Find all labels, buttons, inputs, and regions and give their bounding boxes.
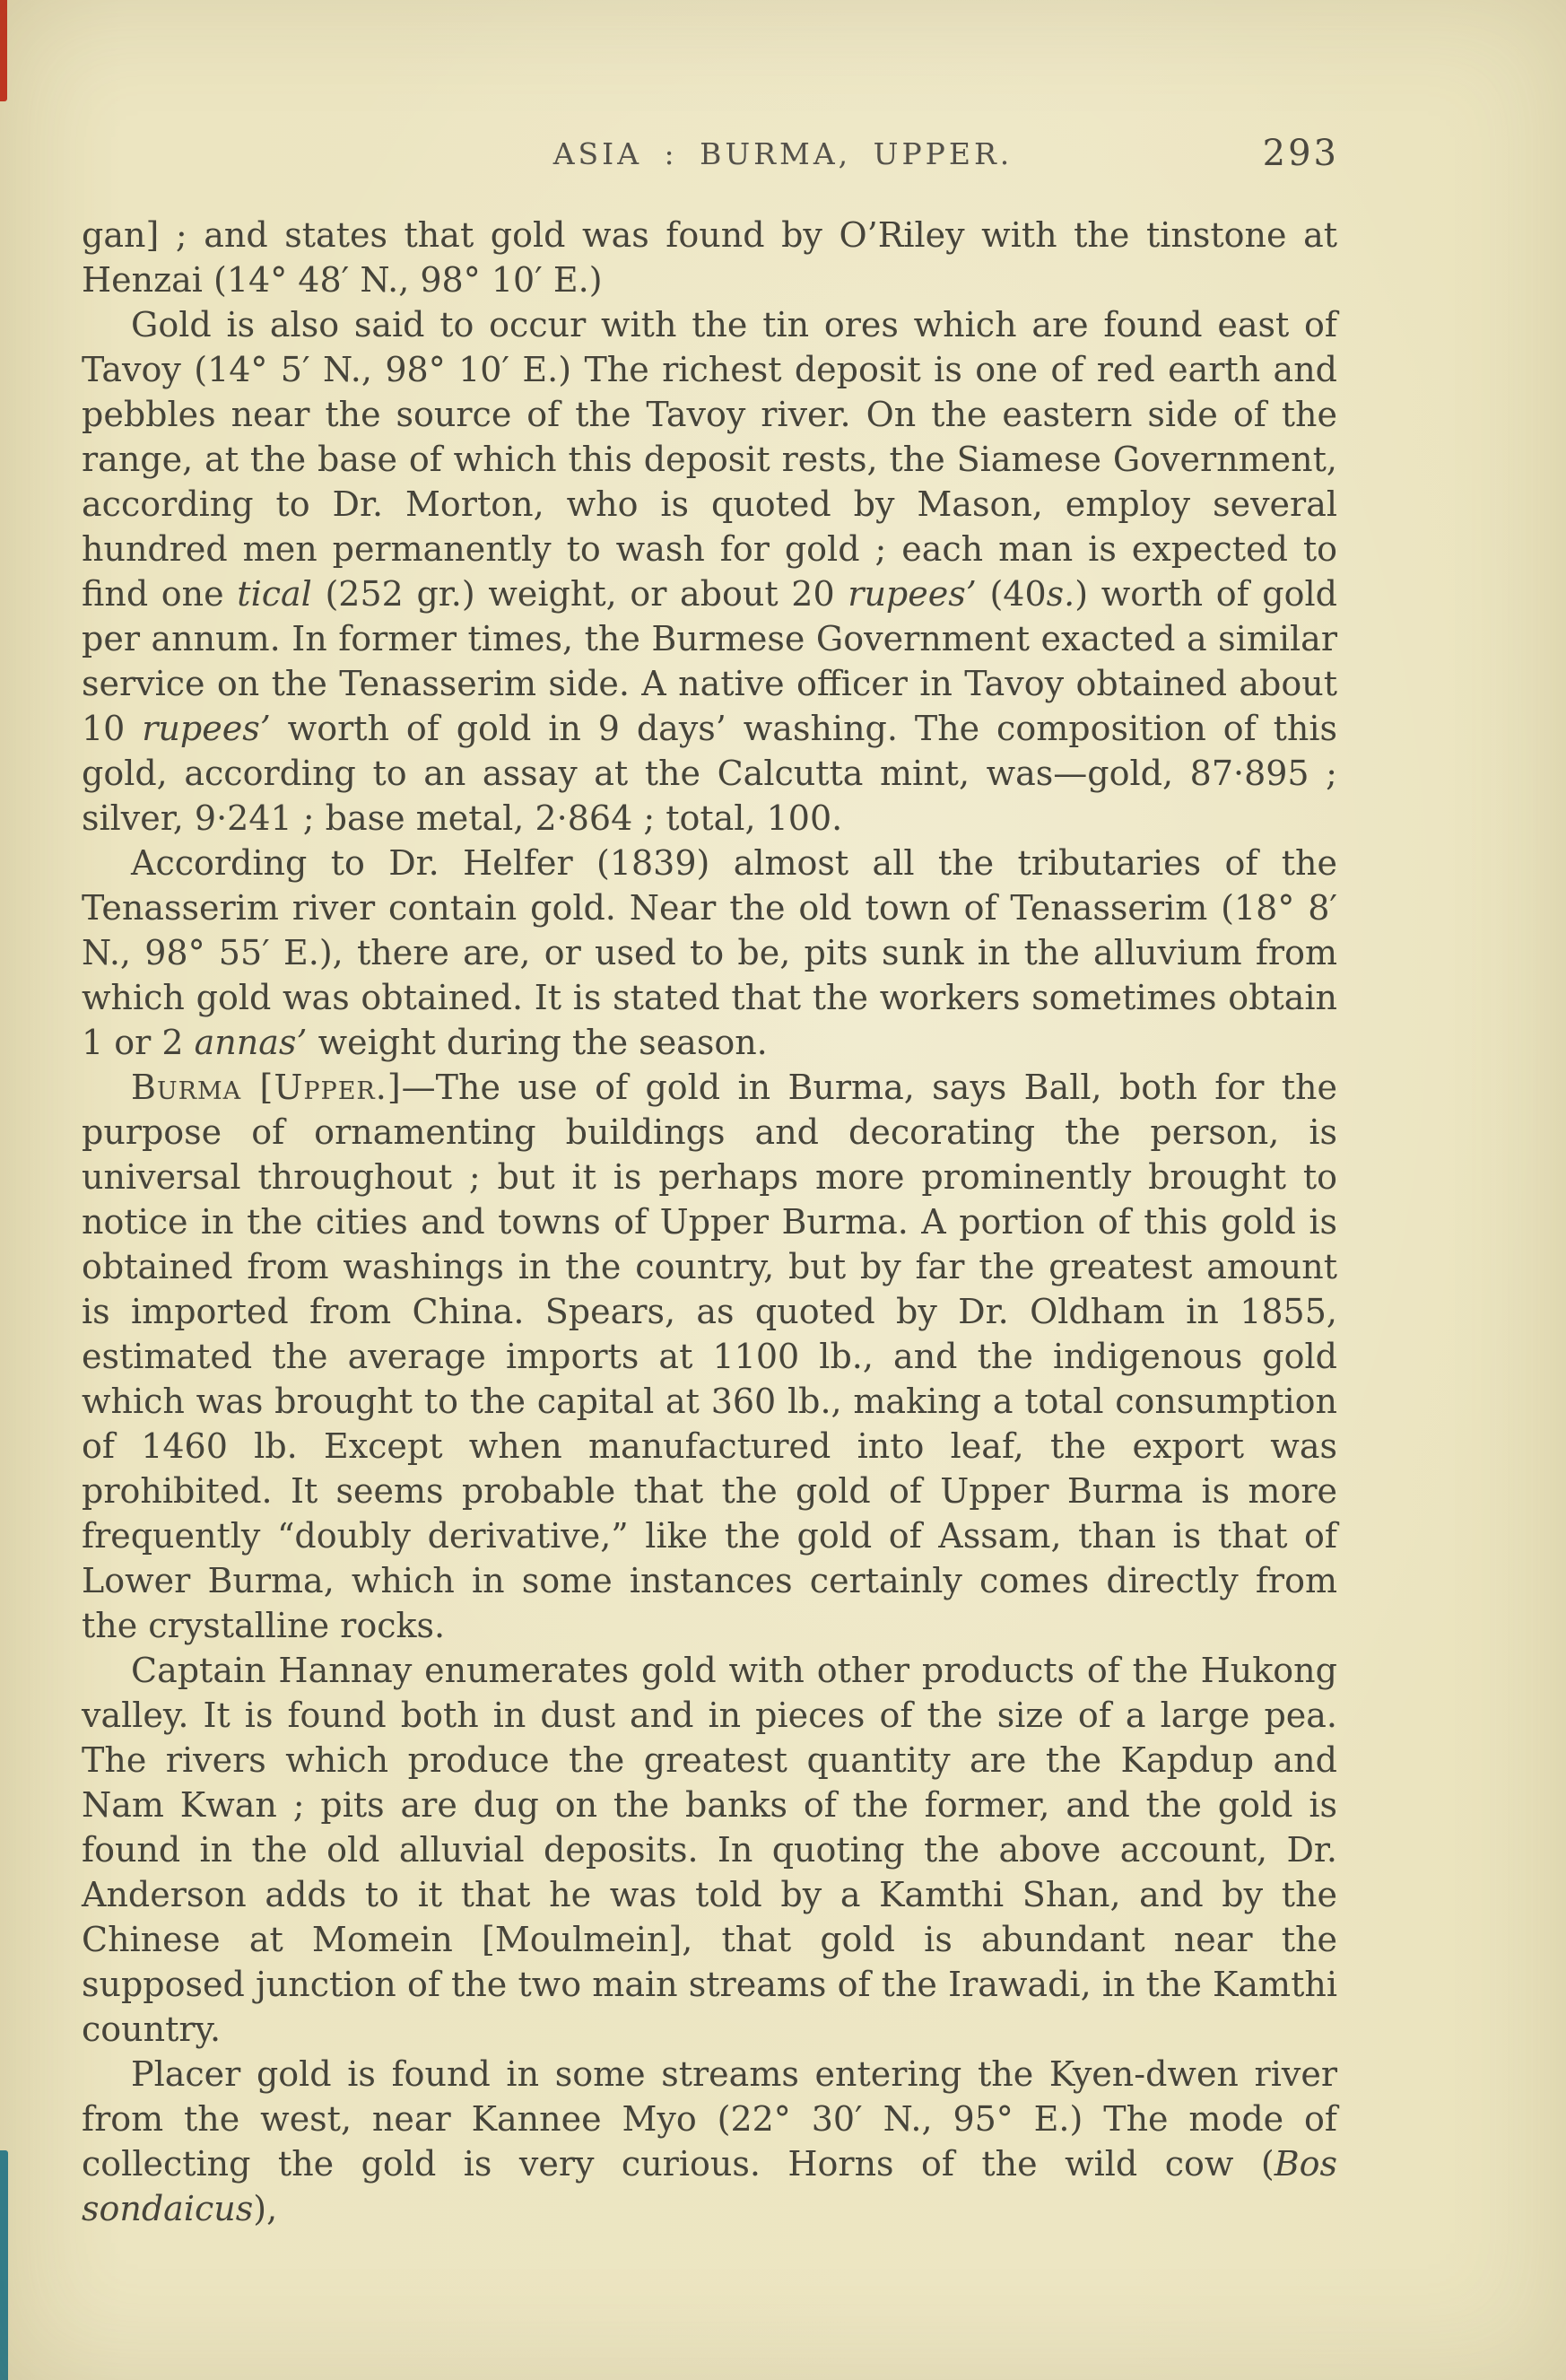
scan-edge-teal-strip <box>0 2150 8 2380</box>
paragraph <box>82 302 1337 841</box>
text: Gold is also said to occur with the tin ores which are found east of Tavoy (14° 5′ N., 98° 10′ E.) The richest deposit is one of red earth and pebbles near the source of the Tavoy river. On the eastern side of the range, at the base of which this deposit rests, the Siamese Government, according to Dr. Morton, who is quoted by Mason, employ several hundred men permanently to wash for gold ; each man is expected to find one <box>82 305 1337 614</box>
paragraph <box>82 1648 1337 2052</box>
italic-text: tical <box>237 574 312 614</box>
text: (40 <box>976 574 1047 614</box>
paragraph <box>82 841 1337 1065</box>
text: worth of gold in 9 days’ washing. The composition of this gold, according to an assay at the Calcutta mint, was—gold, 87·895 ; silver, 9·241 ; base metal, 2·864 ; total, 100. <box>82 709 1337 838</box>
italic-text: annas’ <box>194 1023 308 1062</box>
italic-text: rupees’ <box>848 574 977 614</box>
text: ) worth of gold per annum. In former times, the Burmese Government exacted a similar service on the Tenasserim side. A native officer in Tavoy obtained about 10 <box>82 574 1337 748</box>
text: Placer gold is found in some streams entering the Kyen-dwen river from the west, near Kannee Myo (22° 30′ N., 95° E.) The mode of collecting the gold is very curious. Horns of the wild cow ( <box>82 2054 1337 2184</box>
text: According to Dr. Helfer (1839) almost all the tributaries of the Tenasserim river contain gold. Near the old town of Tenasserim (18° 8′ N., 98° 55′ E.), there are, or used to be, pits sunk in the alluvium from which gold was obtained. It is stated that the workers sometimes obtain 1 or 2 <box>82 843 1337 1062</box>
smallcaps-text: Burma [Upper.] <box>131 1068 402 1107</box>
page-number: 293 <box>1262 133 1339 174</box>
text: Captain Hannay enumerates gold with other products of the Hukong valley. It is found both in dust and in pieces of the size of a large pea. The rivers which produce the greatest quantity are the Kapdup and Nam Kwan ; pits are dug on the banks of the former, and the gold is found in the old alluvial deposits. In quoting the above account, Dr. Anderson adds to it that he was told by a Kamthi Shan, and by the Chinese at Momein [Moulmein], that gold is abundant near the supposed junction of the two main streams of the Irawadi, in the Kamthi country. <box>82 1651 1337 2049</box>
italic-text: s. <box>1046 574 1075 614</box>
italic-text: rupees’ <box>142 709 271 748</box>
text: (252 gr.) weight, or about 20 <box>311 574 848 614</box>
paragraph <box>82 2052 1337 2231</box>
text: —The use of gold in Burma, says Ball, both for the purpose of ornamenting buildings and decorating the person, is universal throughout ; but it is perhaps more prominently brought to notice in the cities and towns of Upper Burma. A portion of this gold is obtained from washings in the country, but by far the greatest amount is imported from China. Spears, as quoted by Dr. Oldham in 1855, estimated the average imports at 1100 lb., and the indigenous gold which was brought to the capital at 360 lb., making a total consumption of 1460 lb. Except when manufactured into leaf, the export was prohibited. It seems probable that the gold of Upper Burma is more frequently “doubly derivative,” like the gold of Assam, than is that of Lower Burma, which in some instances certainly comes directly from the crystalline rocks. <box>82 1068 1337 1645</box>
italic-text: Bos sondaicus <box>82 2144 1337 2228</box>
scan-edge-red-strip <box>0 0 7 101</box>
text: gan] ; and states that gold was found by O’Riley with the tinstone at Henzai (14° 48′ N., 98° 10′ E.) <box>82 215 1337 300</box>
paragraph <box>82 213 1337 302</box>
running-header-title: ASIA : BURMA, UPPER. <box>552 136 1014 171</box>
paragraph <box>82 1065 1337 1648</box>
text: ), <box>253 2189 278 2228</box>
text: weight during the season. <box>307 1023 768 1062</box>
body-text <box>82 213 1337 2231</box>
